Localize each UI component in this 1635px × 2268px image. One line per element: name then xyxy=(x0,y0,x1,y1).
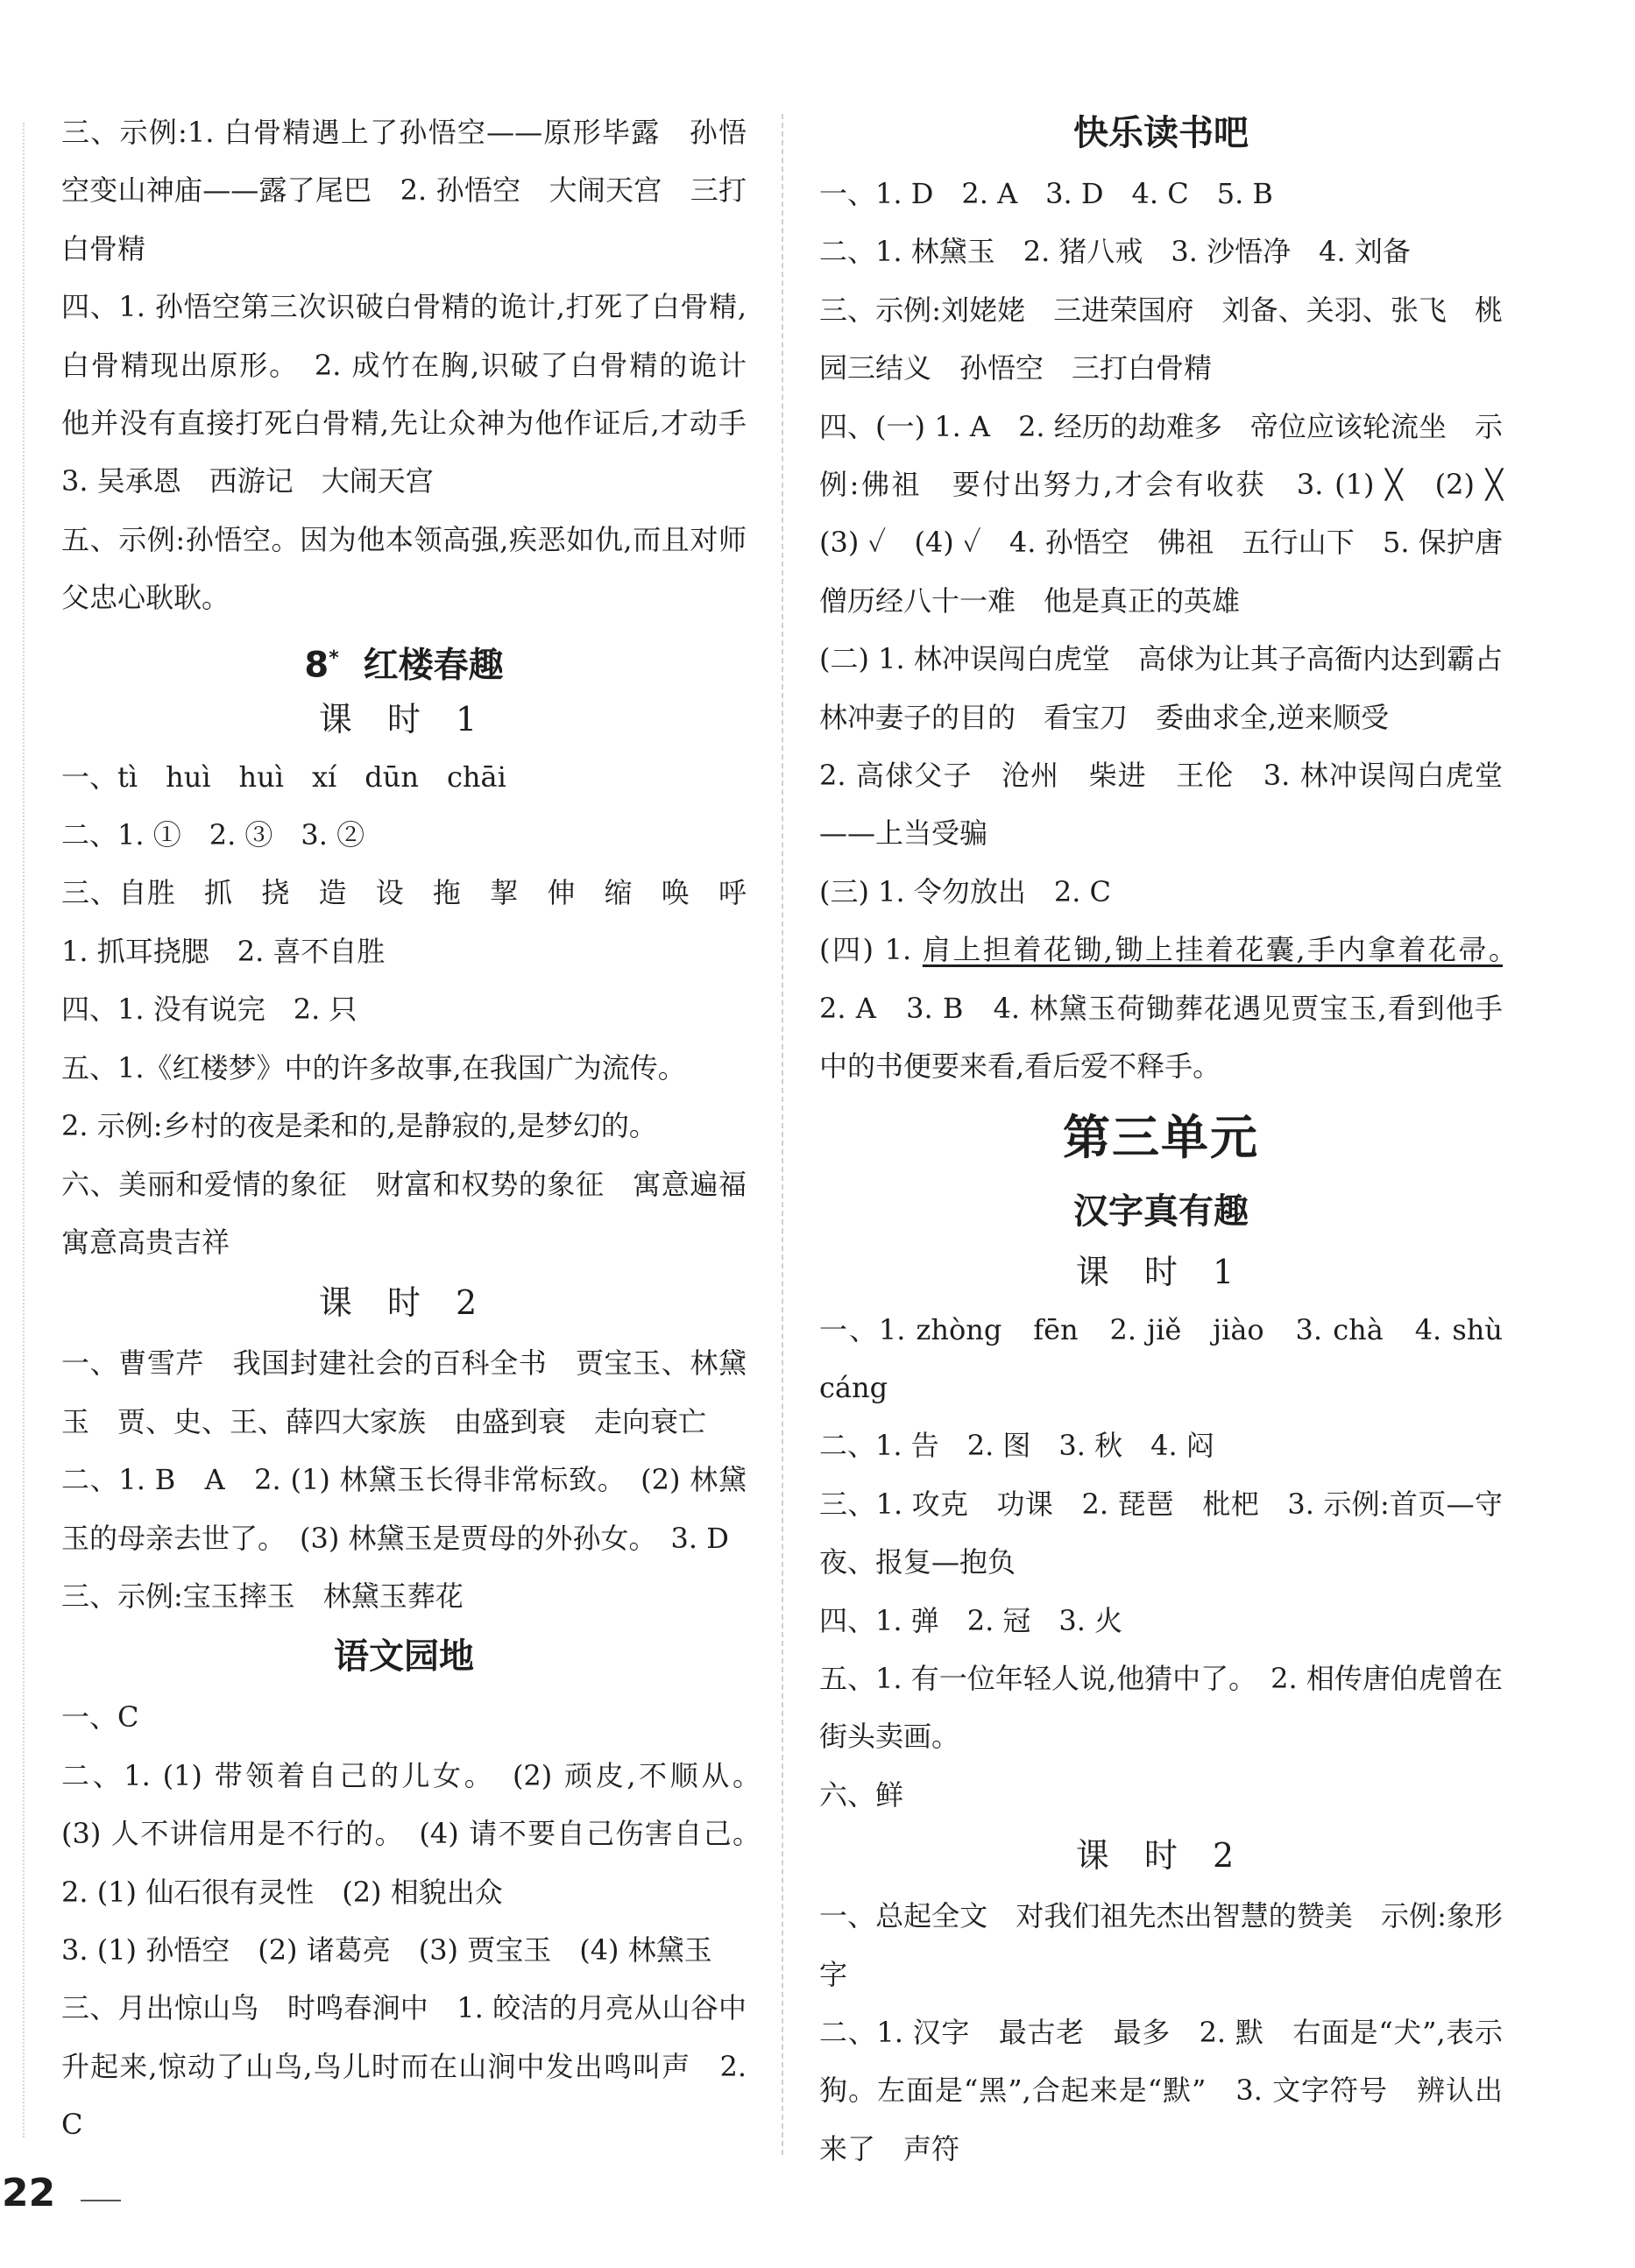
answer-line: 三、示例:刘姥姥 三进荣国府 刘备、关羽、张飞 桃园三结义 孙悟空 三打白骨精 xyxy=(819,293,1503,385)
answer-line: 二、1. ① 2. ③ 3. ② xyxy=(61,818,365,852)
answer-line: 五、1. 有一位年轻人说,他猜中了。 2. 相传唐伯虎曾在街头卖画。 xyxy=(819,1661,1503,1754)
answer-line: 二、1. B A 2. (1) 林黛玉长得非常标致。 (2) 林黛玉的母亲去世了。 (3) 林黛玉是贾母的外孙女。 3. D xyxy=(61,1463,747,1555)
answer-line: 二、1. 汉字 最古老 最多 2. 默 右面是“犬”,表示狗。左面是“黑”,合起来是“默” 3. 文字符号 辨认出来了 声符 xyxy=(819,2015,1503,2166)
lesson-name: 红楼春趣 xyxy=(363,644,504,685)
section-heading-keshi-1: 课 时 1 xyxy=(318,699,490,738)
answer-line: 六、美丽和爱情的象征 财富和权势的象征 寓意遍福 寓意高贵吉祥 xyxy=(61,1167,775,1259)
answer-line: 一、C xyxy=(61,1700,139,1735)
section-heading-kuaileduushuba: 快乐读书吧 xyxy=(1073,113,1249,153)
answer-line: 二、1. 林黛玉 2. 猪八戒 3. 沙悟净 4. 刘备 xyxy=(819,235,1411,269)
answer-prefix: (四) 1. xyxy=(819,933,912,967)
answer-line: 三、自胜 抓 挠 造 设 拖 挈 伸 缩 唤 呼 1. 抓耳挠腮 2. 喜不自胜 xyxy=(61,876,775,968)
lesson-title-hongloucunqu xyxy=(61,627,747,690)
answer-line: 一、1. D 2. A 3. D 4. C 5. B xyxy=(819,177,1273,210)
answer-line xyxy=(819,921,1503,1095)
right-column xyxy=(819,102,1532,2178)
answer-line: 六、鲜 xyxy=(819,1777,904,1812)
page-edge-line xyxy=(23,123,25,2137)
answer-line: 一、1. zhòng fēn 2. jiě jiào 3. chà 4. shù cáng xyxy=(819,1312,1532,1404)
answer-line: 三、1. 攻克 功课 2. 琵琶 枇杷 3. 示例:首页—守夜、报复—抱负 xyxy=(819,1487,1503,1579)
section-heading-keshi-1: 课 时 1 xyxy=(1075,1252,1247,1291)
answer-line: 三、示例:宝玉摔玉 林黛玉葬花 xyxy=(61,1579,464,1613)
unit-title: 第三单元 xyxy=(1063,1109,1259,1165)
answer-line: 3. (1) 孙悟空 (2) 诸葛亮 (3) 贾宝玉 (4) 林黛玉 xyxy=(61,1932,712,1967)
answer-line: 一、tì huì huì xí dūn chāi xyxy=(61,760,506,794)
answer-line: 四、1. 弹 2. 冠 3. 火 xyxy=(819,1603,1123,1637)
answer-line: 五、示例:孙悟空。因为他本领高强,疾恶如仇,而且对师父忠心耿耿。 xyxy=(61,522,747,615)
section-heading-yuwenyuandi: 语文园地 xyxy=(334,1636,474,1678)
lesson-title-hanzizhenyouqu: 汉字真有趣 xyxy=(1073,1191,1249,1232)
column-divider xyxy=(782,114,783,2155)
answer-line: (三) 1. 令勿放出 2. C xyxy=(819,874,1112,908)
answer-line: 二、1. (1) 带领着自己的儿女。 (2) 顽皮,不顺从。 (3) 人不讲信用是不行的。 (4) 请不要自己伤害自己。 2. (1) 仙石很有灵性 (2) 相貌出众 xyxy=(61,1758,775,1909)
page-number-rule xyxy=(81,2200,121,2201)
answer-line: 四、(一) 1. A 2. 经历的劫难多 帝位应该轮流坐 示例:佛祖 要付出努力,才会有收获 3. (1) ╳ (2) ╳ (3) ✓ (4) ✓ 4. 孙悟空 佛祖 五行山下 5. 保护唐僧历经八十一难 他是真正的英雄 xyxy=(819,409,1532,618)
left-column xyxy=(61,103,775,2154)
answer-line: 2. 高俅父子 沧州 柴进 王伦 3. 林冲误闯白虎堂——上当受骗 xyxy=(819,759,1503,851)
answer-line: 四、1. 孙悟空第三次识破白骨精的诡计,打死了白骨精,白骨精现出原形。 2. 成竹在胸,识破了白骨精的诡计 他并没有直接打死白骨精,先让众神为他作证后,才动手 3. 吴承恩 西游记 大闹天宫 xyxy=(61,290,775,498)
answer-rest: 2. A 3. B 4. 林黛玉荷锄葬花遇见贾宝玉,看到他手中的书便要来看,看后爱不释手。 xyxy=(819,991,1503,1084)
underlined-answer: 肩上担着花锄,锄上挂着花囊,手内拿着花帚。 xyxy=(922,933,1503,967)
page-number: 22 xyxy=(2,2171,56,2215)
answer-line: 2. 示例:乡村的夜是柔和的,是静寂的,是梦幻的。 xyxy=(61,1109,657,1143)
lesson-number: 8 xyxy=(304,644,329,685)
answer-line: 一、总起全文 对我们祖先杰出智慧的赞美 示例:象形字 xyxy=(819,1899,1503,1991)
answer-line: 三、月出惊山鸟 时鸣春涧中 1. 皎洁的月亮从山谷中升起来,惊动了山鸟,鸟儿时而在山涧中发出鸣叫声 2. C xyxy=(61,1991,747,2142)
answer-line: 四、1. 没有说完 2. 只 xyxy=(61,993,357,1027)
section-heading-keshi-2: 课 时 2 xyxy=(1075,1836,1247,1876)
answer-line: 一、曹雪芹 我国封建社会的百科全书 贾宝玉、林黛玉 贾、史、王、薛四大家族 由盛到衰 走向衰亡 xyxy=(61,1346,747,1438)
section-heading-keshi-2: 课 时 2 xyxy=(318,1283,490,1323)
answer-line: 二、1. 告 2. 图 3. 秋 4. 闷 xyxy=(819,1429,1214,1463)
answer-line: 五、1.《红楼梦》中的许多故事,在我国广为流传。 xyxy=(61,1050,686,1085)
lesson-star: * xyxy=(329,646,339,669)
answer-line: 三、示例:1. 白骨精遇上了孙悟空——原形毕露 孙悟空变山神庙——露了尾巴 2. 孙悟空 大闹天宫 三打白骨精 xyxy=(61,116,747,265)
answer-line: (二) 1. 林冲误闯白虎堂 高俅为让其子高衙内达到霸占林冲妻子的目的 看宝刀 委曲求全,逆来顺受 xyxy=(819,642,1503,734)
